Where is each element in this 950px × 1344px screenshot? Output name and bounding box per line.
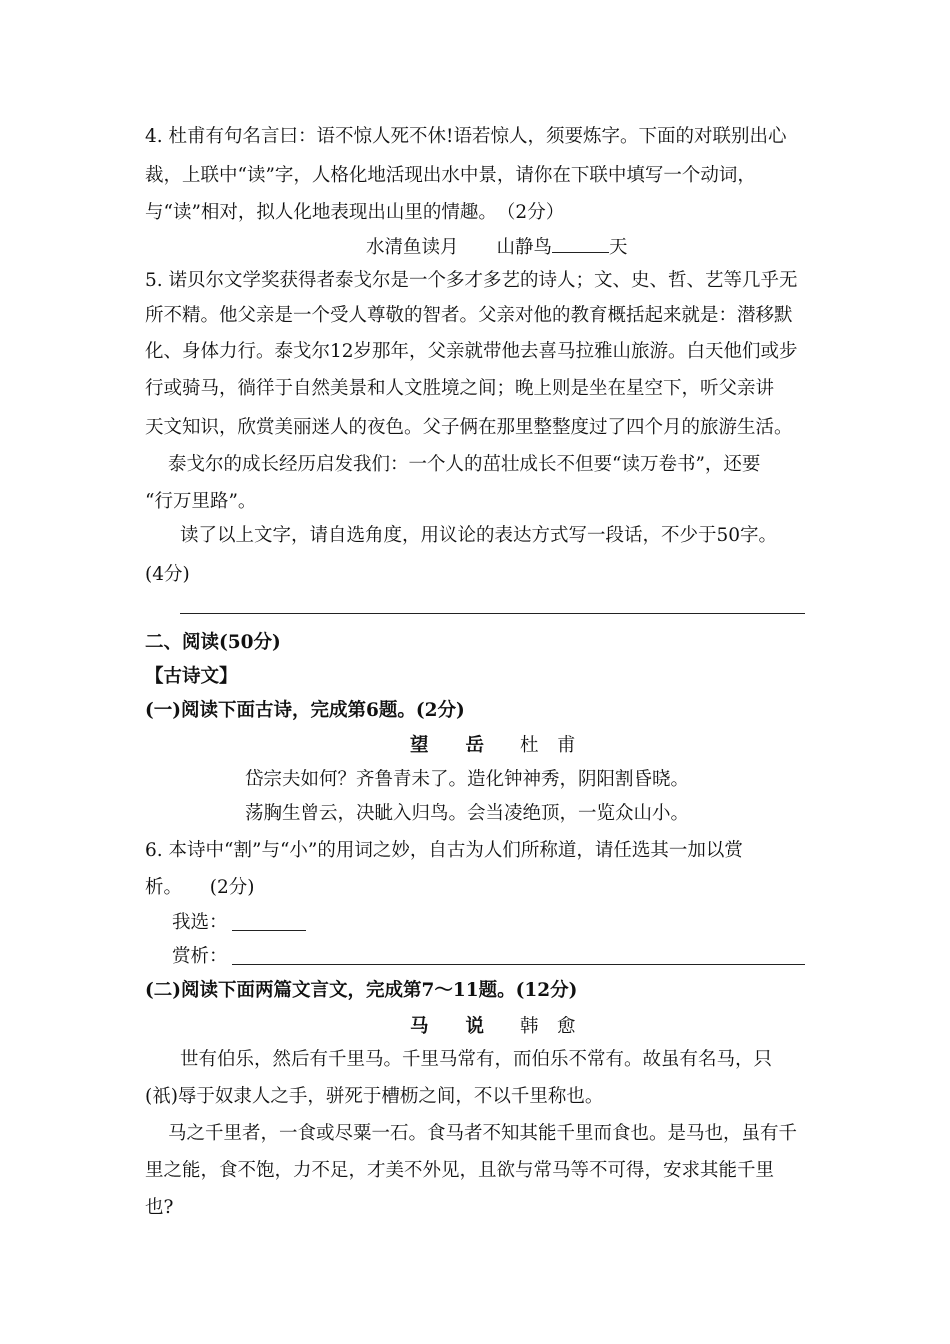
poem-header: [410, 733, 576, 759]
q6-line-1: 6. 本诗中“割”与“小”的用词之妙，自古为人们所称道，请任选其一加以赏: [145, 840, 743, 861]
essay-author: 韩 愈: [520, 1016, 576, 1037]
section-title: 二、阅读(50分): [145, 632, 281, 653]
q5-line-1: 5. 诺贝尔文学奖获得者泰戈尔是一个多才多艺的诗人；文、史、哲、艺等几乎无: [145, 270, 798, 291]
q6-analysis-label: 赏析：: [172, 946, 228, 967]
q5-line-4: 行或骑马，徜徉于自然美景和人文胜境之间；晚上则是坐在星空下，听父亲讲: [145, 378, 775, 399]
couplet-upper: 水清鱼读月: [366, 237, 459, 258]
essay-title: 马 说: [410, 1016, 485, 1037]
q5-points: (4分): [145, 564, 190, 585]
q5-line-5: 天文知识，欣赏美丽迷人的夜色。父子俩在那里整整度过了四个月的旅游生活。: [145, 417, 793, 438]
poem-title: 望 岳: [410, 735, 485, 756]
q6-choose-label: 我选：: [172, 912, 228, 933]
q6-line-2: 析。 (2分): [145, 877, 255, 898]
couplet-answer-blank[interactable]: [552, 234, 609, 253]
q5-line-7: “行万里路”。: [145, 491, 257, 512]
poem-line-2: 荡胸生曾云，决眦入归鸟。会当凌绝顶，一览众山小。: [245, 803, 690, 824]
q6-choose-blank[interactable]: [232, 930, 306, 931]
q4-line-3: 与“读”相对，拟人化地表现出山里的情趣。 （2分）: [145, 202, 565, 223]
q5-line-2: 所不精。他父亲是一个受人尊敬的智者。父亲对他的教育概括起来就是：潜移默: [145, 305, 793, 326]
q5-answer-line[interactable]: [180, 613, 805, 614]
essay-p1-line-1: 世有伯乐，然后有千里马。千里马常有，而伯乐不常有。故虽有名马，只: [180, 1049, 773, 1070]
essay-p2-line-3: 也?: [145, 1197, 174, 1218]
q4-line-2: 裁，上联中“读”字，人格化地活现出水中景，请你在下联中填写一个动词，: [145, 165, 756, 186]
q5-line-3: 化、身体力行。泰戈尔12岁那年，父亲就带他去喜马拉雅山旅游。白天他们或步: [145, 341, 798, 362]
q5-instruction: 读了以上文字，请自选角度，用议论的表达方式写一段话，不少于50字。: [180, 525, 778, 546]
q6-analysis-blank[interactable]: [232, 964, 805, 965]
couplet: [366, 234, 628, 261]
poem-author: 杜 甫: [520, 735, 576, 756]
essay-p1-line-2: (祇)辱于奴隶人之手，骈死于槽枥之间，不以千里称也。: [145, 1086, 604, 1107]
q5-line-6: 泰戈尔的成长经历启发我们：一个人的茁壮成长不但要“读万卷书”，还要: [168, 454, 761, 475]
part1-heading: (一)阅读下面古诗，完成第6题。(2分): [145, 700, 465, 721]
part2-heading: (二)阅读下面两篇文言文，完成第7～11题。(12分): [145, 980, 578, 1001]
essay-p2-line-2: 里之能，食不饱，力不足，才美不外见，且欲与常马等不可得，安求其能千里: [145, 1160, 775, 1181]
q4-line-1: 4. 杜甫有句名言曰：语不惊人死不休!语若惊人，须要炼字。下面的对联别出心: [145, 126, 787, 147]
section-subtitle: 【古诗文】: [145, 666, 238, 687]
poem-line-1: 岱宗夫如何？齐鲁青未了。造化钟神秀，阴阳割昏晓。: [245, 769, 690, 790]
essay-p2-line-1: 马之千里者，一食或尽粟一石。食马者不知其能千里而食也。是马也，虽有千: [168, 1123, 798, 1144]
couplet-lower-pre: 山静鸟: [496, 237, 553, 258]
couplet-lower-post: 天: [609, 237, 628, 258]
essay-header: [410, 1014, 576, 1040]
